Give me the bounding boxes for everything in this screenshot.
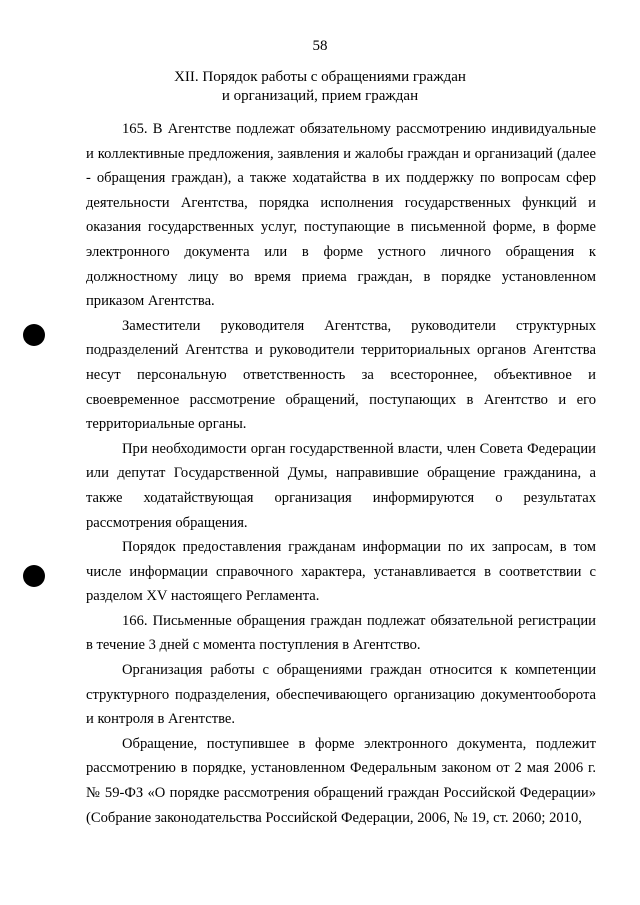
paragraph-authority-notification: При необходимости орган государственной власти, член Совета Федерации или депутат Государственной Думы, направившие обращение гражданина, а также ходатайствующая организация информируются о результатах рассмотрения обращения. [86,440,596,531]
paragraph-organization-of-work: Организация работы с обращениями граждан относится к компетенции структурного подразделения, обеспечивающего организацию документооборота и контроля в Агентстве. [86,662,596,728]
paragraph-166: 166. Письменные обращения граждан подлежат обязательной регистрации в течение 3 дней с момента поступления в Агентство. [86,612,596,654]
punch-hole-top [23,324,45,346]
punch-hole-bottom [23,565,45,587]
section-heading-line-2: и организаций, прием граждан [221,88,419,104]
page-number: 58 [312,38,328,54]
paragraph-deputies-responsibility: Заместители руководителя Агентства, руководители структурных подразделений Агентства и руководители территориальных органов Агентства несут персональную ответственность за всестороннее, объективное и своевременное рассмотрение обращений, поступающих в Агентство и его территориальные органы. [86,317,596,433]
document-body [86,117,596,830]
paragraph-165: 165. В Агентстве подлежат обязательному рассмотрению индивидуальные и коллективные предложения, заявления и жалобы граждан и организаций (далее - обращения граждан), а также ходатайства в их поддержку по вопросам сфер деятельности Агентства, порядка исполнения государственных функций и оказания государственных услуг, поступающие в письменной форме, в форме электронного документа или в форме устного личного обращения к должностному лицу во время приема граждан, в порядке установленном приказом Агентства. [86,121,596,310]
paragraph-electronic-appeal: Обращение, поступившее в форме электронного документа, подлежит рассмотрению в порядке, установленном Федеральным законом от 2 мая 2006 г. № 59-ФЗ «О порядке рассмотрения обращений граждан Российской Федерации» (Собрание законодательства Российской Федерации, 2006, № 19, ст. 2060; 2010, [86,735,596,826]
section-heading [0,68,640,106]
paragraph-information-procedure: Порядок предоставления гражданам информации по их запросам, в том числе информации справочного характера, устанавливается в соответствии с разделом XV настоящего Регламента. [86,539,596,605]
section-heading-line-1: XII. Порядок работы с обращениями граждан [174,69,466,85]
